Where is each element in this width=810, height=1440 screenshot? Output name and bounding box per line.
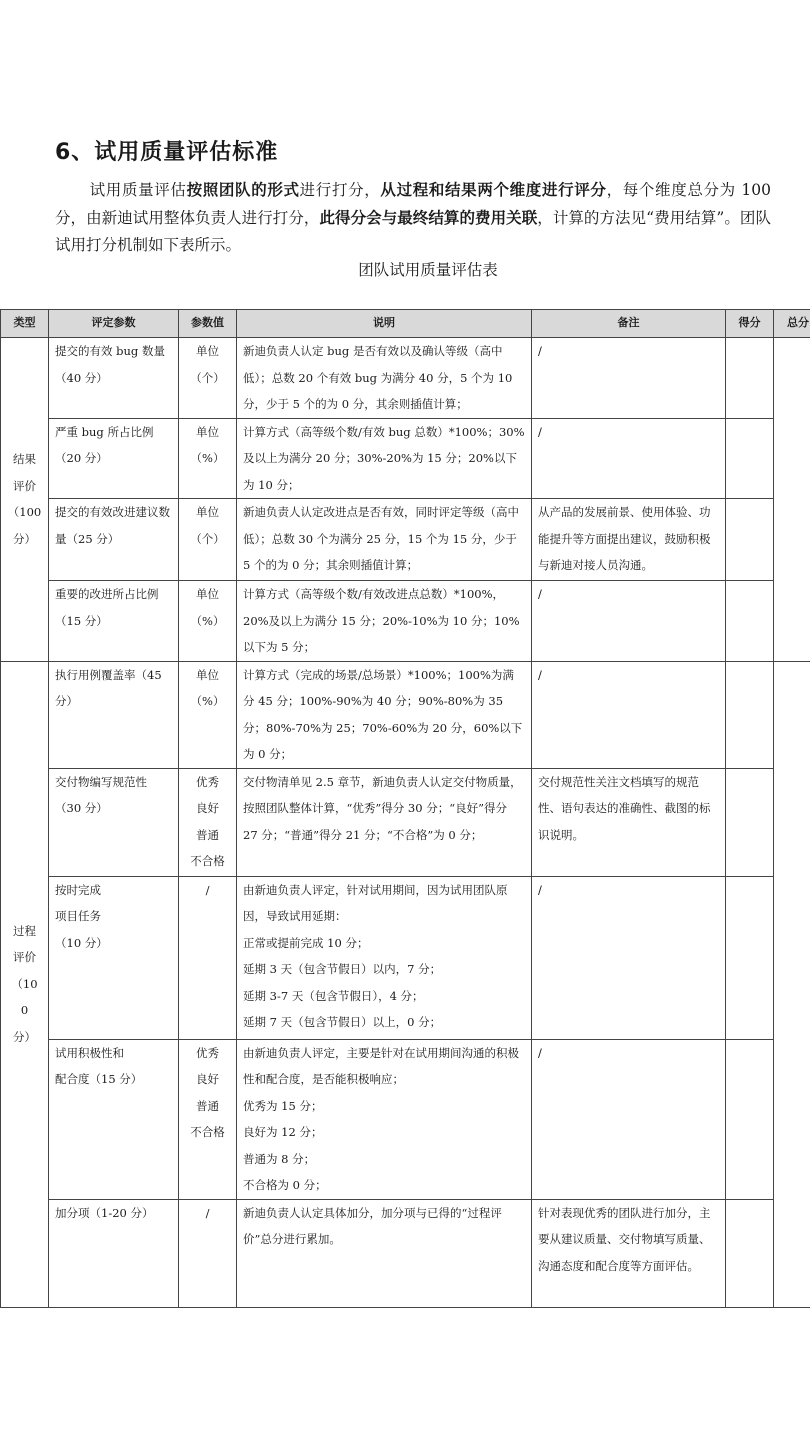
value-cell: 单位 （个）: [179, 338, 237, 419]
value-cell: 优秀 良好 普通 不合格: [179, 768, 237, 876]
param-cell: 提交的有效 bug 数量（40 分）: [49, 338, 179, 419]
desc-cell: 计算方式（高等级个数/有效改进点总数）*100%，20%及以上为满分 15 分；20%-10%为 10 分；10%以下为 5 分；: [237, 581, 532, 662]
table-row: [1, 499, 810, 581]
table-caption: 团队试用质量评估表: [358, 261, 498, 279]
desc-cell: 新迪负责人认定 bug 是否有效以及确认等级（高中低）；总数 20 个有效 bug 为满分 40 分，5 个为 10 分，少于 5 个的为 0 分，其余则插值计算；: [237, 338, 532, 419]
score-cell: [726, 581, 774, 662]
remark-cell: /: [532, 1039, 726, 1199]
value-cell: /: [179, 1199, 237, 1307]
desc-cell: 由新迪负责人评定，主要是针对在试用期间沟通的积极性和配合度，是否能积极响应； 优秀为 15 分； 良好为 12 分； 普通为 8 分； 不合格为 0 分；: [237, 1039, 532, 1199]
desc-cell: 计算方式（完成的场景/总场景）*100%；100%为满分 45 分；100%-90%为 40 分；90%-80%为 35 分；80%-70%为 25；70%-60%为 20 分，60%以下为 0 分；: [237, 661, 532, 768]
table-row: [1, 1199, 810, 1307]
value-cell: 单位 （%）: [179, 581, 237, 662]
header-type: 类型: [1, 310, 49, 338]
param-cell: 严重 bug 所占比例（20 分）: [49, 418, 179, 499]
score-cell: [726, 338, 774, 419]
desc-cell: 新迪负责人认定具体加分，加分项与已得的“过程评价”总分进行累加。: [237, 1199, 532, 1307]
table-header-row: [1, 310, 810, 338]
remark-cell: 针对表现优秀的团队进行加分，主要从建议质量、交付物填写质量、沟通态度和配合度等方面评估。: [532, 1199, 726, 1307]
remark-cell: /: [532, 418, 726, 499]
score-cell: [726, 768, 774, 876]
header-desc: 说明: [237, 310, 532, 338]
param-cell: 交付物编写规范性（30 分）: [49, 768, 179, 876]
value-cell: 单位 （个）: [179, 499, 237, 581]
header-param: 评定参数: [49, 310, 179, 338]
header-total: 总分: [774, 310, 810, 338]
value-cell: 单位 （%）: [179, 661, 237, 768]
param-cell: 加分项（1-20 分）: [49, 1199, 179, 1307]
table-row: [1, 581, 810, 662]
score-cell: [726, 1199, 774, 1307]
remark-cell: /: [532, 661, 726, 768]
remark-cell: /: [532, 338, 726, 419]
param-cell: 执行用例覆盖率（45 分）: [49, 661, 179, 768]
evaluation-table: [0, 309, 810, 1308]
desc-cell: 交付物清单见 2.5 章节，新迪负责人认定交付物质量，按照团队整体计算，“优秀”得分 30 分；“良好”得分 27 分；“普通”得分 21 分；“不合格”为 0 分；: [237, 768, 532, 876]
remark-cell: /: [532, 581, 726, 662]
desc-cell: 新迪负责人认定改进点是否有效，同时评定等级（高中低）；总数 30 个为满分 25 分，15 个为 15 分，少于 5 个的为 0 分；其余则插值计算；: [237, 499, 532, 581]
intro-paragraph: 试用质量评估按照团队的形式进行打分，从过程和结果两个维度进行评分，每个维度总分为 100 分，由新迪试用整体负责人进行打分，此得分会与最终结算的费用关联，计算的方法见“费用结算”。团队试用打分机制如下表所示。: [55, 180, 771, 254]
score-cell: [726, 499, 774, 581]
table-row: [1, 876, 810, 1039]
category-process: 过程 评价 （10 0 分）: [1, 661, 49, 1307]
score-cell: [726, 661, 774, 768]
score-cell: [726, 876, 774, 1039]
param-cell: 试用积极性和 配合度（15 分）: [49, 1039, 179, 1199]
desc-cell: 计算方式（高等级个数/有效 bug 总数）*100%；30%及以上为满分 20 分；30%-20%为 15 分；20%以下为 10 分；: [237, 418, 532, 499]
value-cell: 优秀 良好 普通 不合格: [179, 1039, 237, 1199]
param-cell: 重要的改进所占比例（15 分）: [49, 581, 179, 662]
desc-cell: 由新迪负责人评定，针对试用期间，因为试用团队原因，导致试用延期： 正常或提前完成 10 分； 延期 3 天（包含节假日）以内，7 分； 延期 3-7 天（包含节假日），4 分； 延期 7 天（包含节假日）以上，0 分；: [237, 876, 532, 1039]
remark-cell: 从产品的发展前景、使用体验、功能提升等方面提出建议，鼓励积极与新迪对接人员沟通。: [532, 499, 726, 581]
score-cell: [726, 418, 774, 499]
table-row: [1, 418, 810, 499]
category-result: 结果 评价 （100 分）: [1, 338, 49, 662]
remark-cell: 交付规范性关注文档填写的规范性、语句表达的准确性、截图的标识说明。: [532, 768, 726, 876]
table-row: [1, 338, 810, 419]
section-title: 6、试用质量评估标准: [55, 140, 279, 165]
total-cell-process: [774, 661, 810, 1307]
table-row: [1, 1039, 810, 1199]
value-cell: /: [179, 876, 237, 1039]
param-cell: 提交的有效改进建议数量（25 分）: [49, 499, 179, 581]
header-remark: 备注: [532, 310, 726, 338]
value-cell: 单位 （%）: [179, 418, 237, 499]
total-cell-result: [774, 338, 810, 662]
param-cell: 按时完成 项目任务 （10 分）: [49, 876, 179, 1039]
score-cell: [726, 1039, 774, 1199]
remark-cell: /: [532, 876, 726, 1039]
header-value: 参数值: [179, 310, 237, 338]
table-row: [1, 768, 810, 876]
header-score: 得分: [726, 310, 774, 338]
table-row: [1, 661, 810, 768]
